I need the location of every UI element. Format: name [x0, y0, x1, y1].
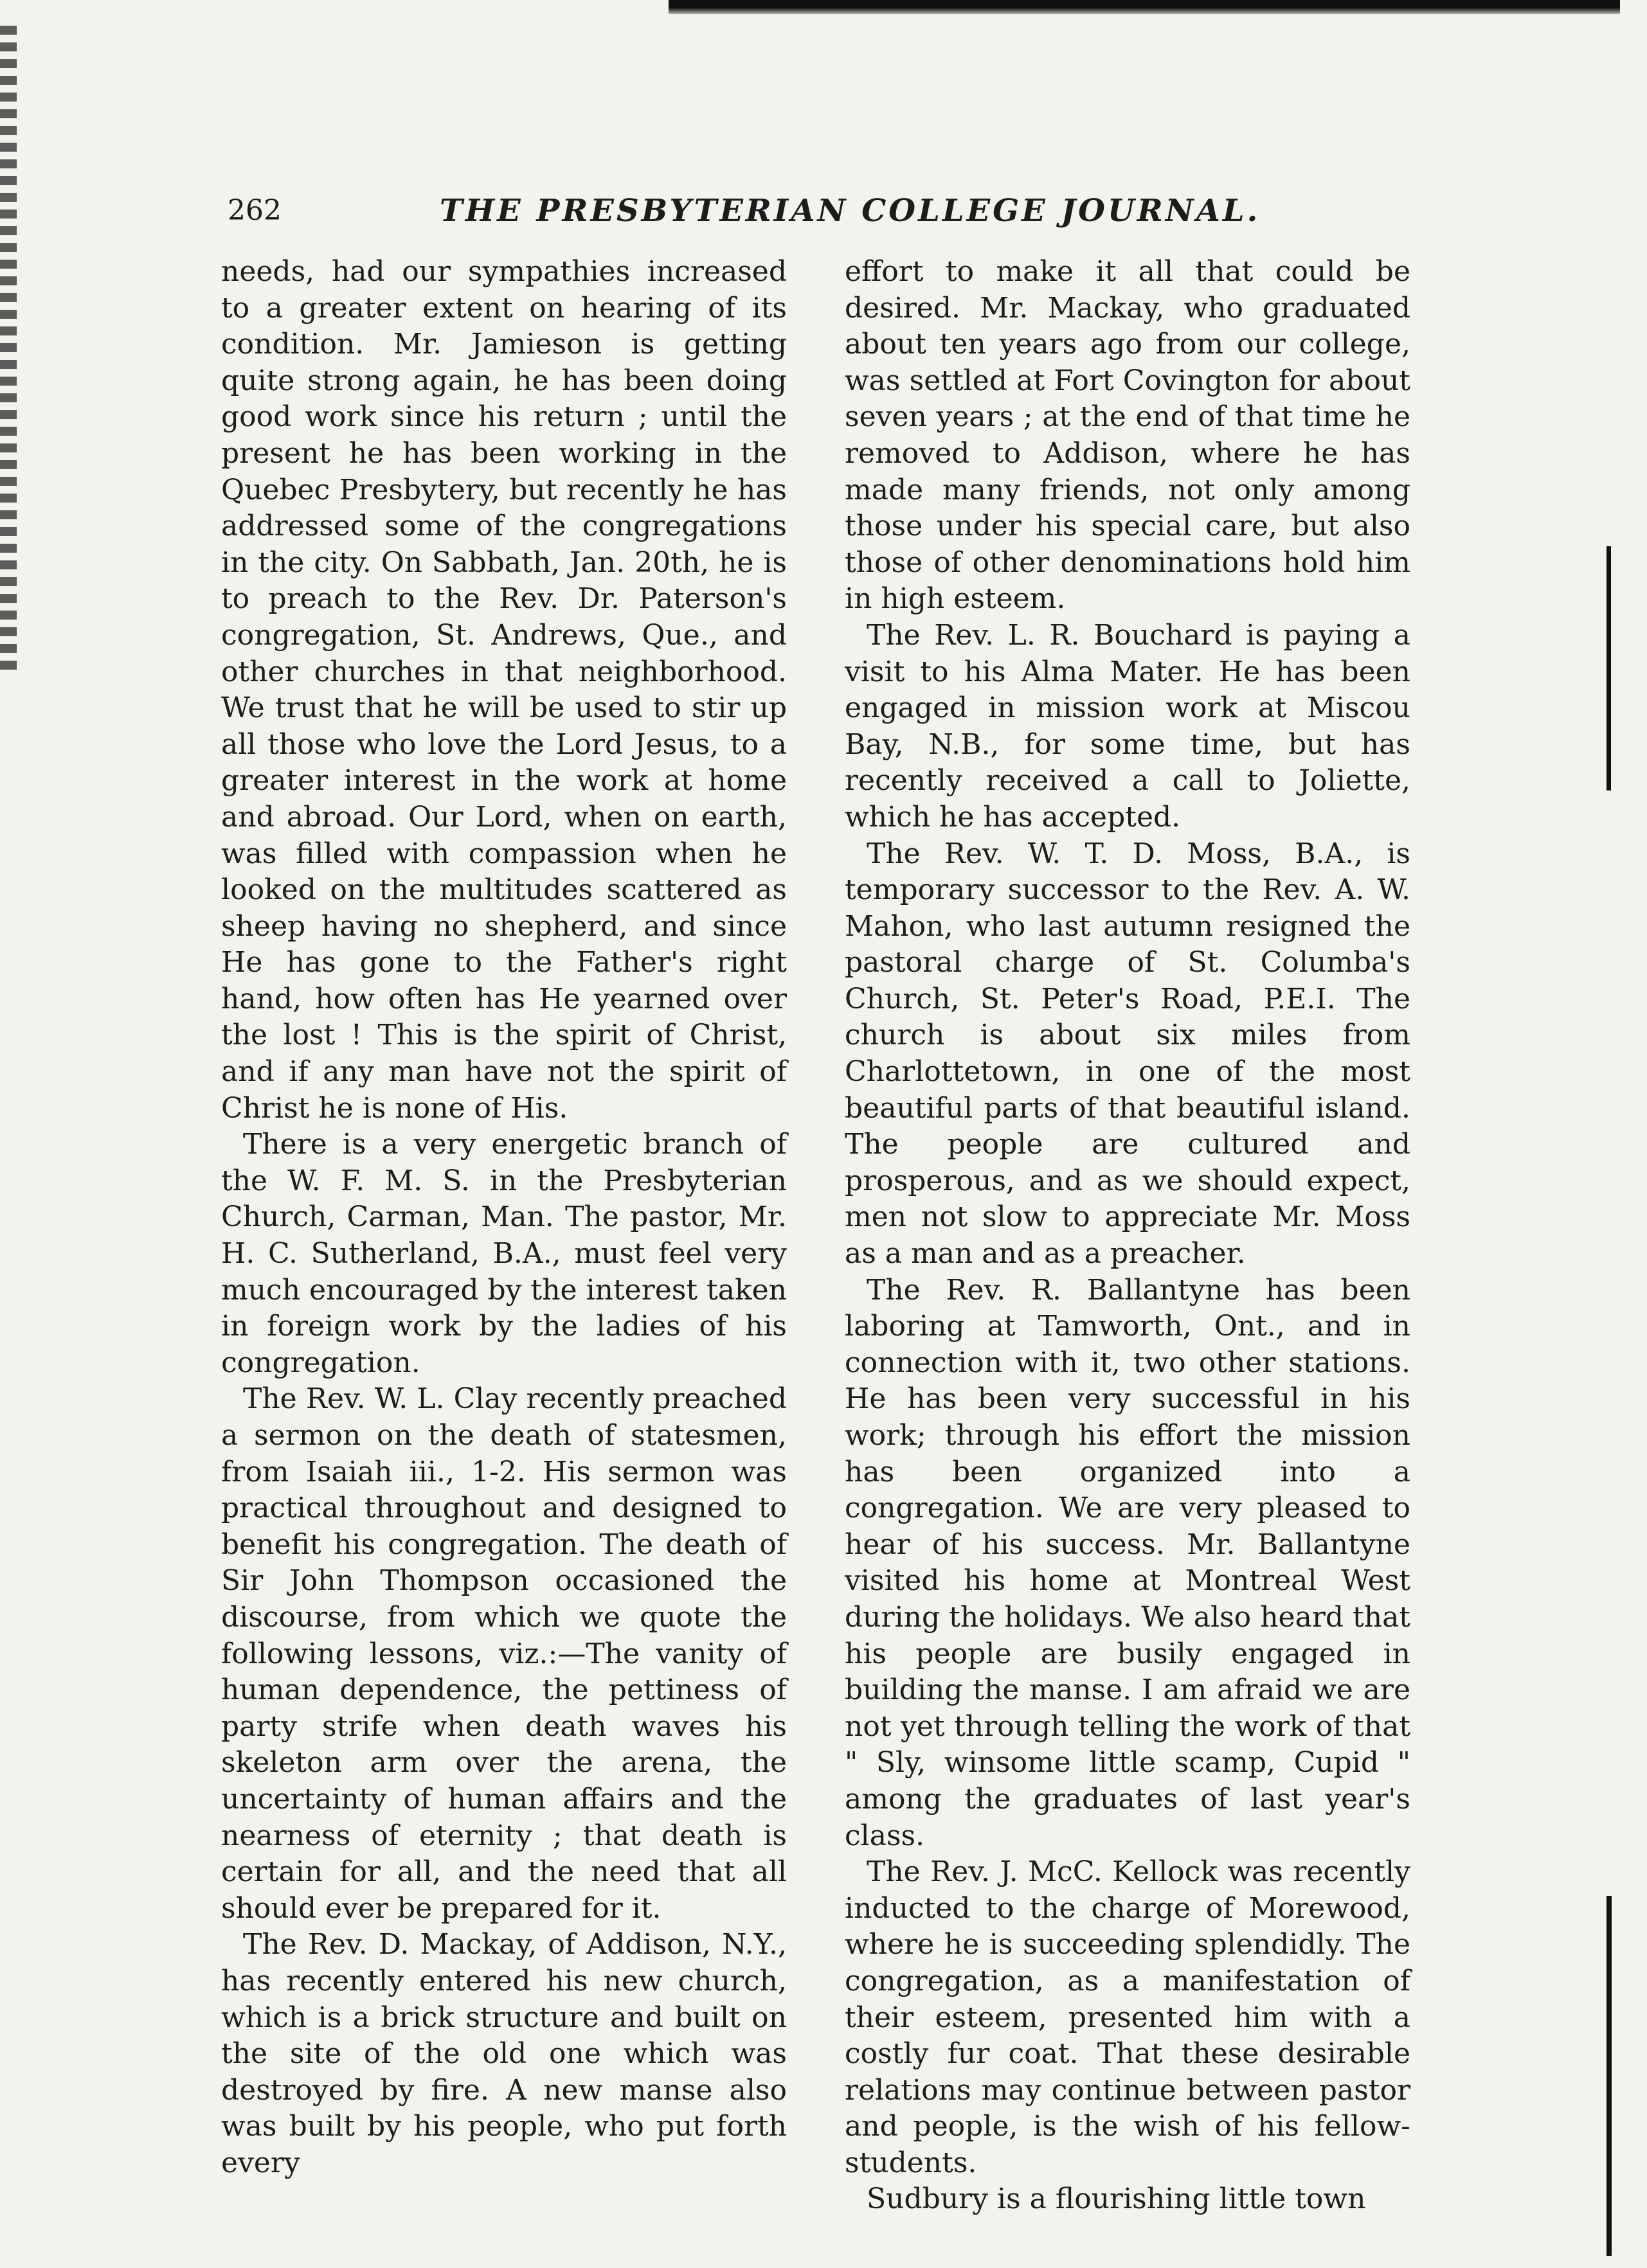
paragraph: The Rev. R. Ballantyne has been laboring at Tamworth, Ont., and in connection with it, two other stations. He has been very successful in his work; through his effort the mission has been organized into a congregation. We are very pleased to hear of his success. Mr. Ballantyne visited his home at Montreal West during the holidays. We also heard that his people are busily engaged in building the manse. I am afraid we are not yet through telling the work of that " Sly, winsome little scamp, Cupid " among the graduates of last year's class. [845, 1273, 1410, 1852]
scan-artifact-right-bar [1607, 546, 1611, 790]
right-column [845, 254, 1410, 2218]
scan-artifact-left-edge [0, 26, 17, 675]
paragraph: The Rev. J. McC. Kellock was recently inducted to the charge of Morewood, where he is succeeding splendidly. The congregation, as a manifestation of their esteem, presented him with a costly fur coat. That these desirable relations may continue between pastor and people, is the wish of his fellow-students. [845, 1855, 1410, 2179]
scan-artifact-right-bar [1607, 1896, 1612, 2256]
paragraph: The Rev. W. T. D. Moss, B.A., is temporary successor to the Rev. A. W. Mahon, who last autumn resigned the pastoral charge of St. Columba's Church, St. Peter's Road, P.E.I. The church is about six miles from Charlottetown, in one of the most beautiful parts of that beautiful island. The people are cultured and prosperous, and as we should expect, men not slow to appreciate Mr. Moss as a man and as a preacher. [845, 837, 1410, 1271]
paragraph: Sudbury is a flourishing little town [867, 2183, 1366, 2216]
paragraph: The Rev. D. Mackay, of Addison, N.Y., has recently entered his new church, which is a brick structure and built on the site of the old one which was destroyed by fire. A new manse also was built by his people, who put forth every [221, 1928, 787, 2179]
paragraph: There is a very energetic branch of the W. F. M. S. in the Presbyterian Church, Carman, Man. The pastor, Mr. H. C. Sutherland, B.A., must feel very much encouraged by the interest taken in foreign work by the ladies of his congregation. [221, 1128, 787, 1379]
paragraph: needs, had our sympathies increased to a greater extent on hearing of its condition. Mr. Jamieson is getting quite strong again, he has been doing good work since his return ; until the present he has been working in the Quebec Presbytery, but recently he has addressed some of the congregations in the city. On Sabbath, Jan. 20th, he is to preach to the Rev. Dr. Paterson's congregation, St. Andrews, Que., and other churches in that neighborhood. We trust that he will be used to stir up all those who love the Lord Jesus, to a greater interest in the work at home and abroad. Our Lord, when on earth, was filled with compassion when he looked on the multitudes scattered as sheep having no shepherd, and since He has gone to the Father's right hand, how often has He yearned over the lost ! This is the spirit of Christ, and if any man have not the spirit of Christ he is none of His. [221, 255, 787, 1125]
page-header [228, 185, 1423, 237]
scan-artifact-top-edge [669, 0, 1620, 14]
page-number: 262 [228, 194, 282, 227]
paragraph: effort to make it all that could be desired. Mr. Mackay, who graduated about ten years ago from our college, was settled at Fort Covington for about seven years ; at the end of that time he removed to Addison, where he has made many friends, not only among those under his special care, but also those of other denominations hold him in high esteem. [845, 255, 1410, 616]
paragraph: The Rev. L. R. Bouchard is paying a visit to his Alma Mater. He has been engaged in mission work at Miscou Bay, N.B., for some time, but has recently received a call to Joliette, which he has accepted. [845, 618, 1410, 834]
left-column [221, 254, 787, 2181]
paragraph: The Rev. W. L. Clay recently preached a sermon on the death of statesmen, from Isaiah iii., 1-2. His sermon was practical throughout and designed to benefit his congregation. The death of Sir John Thompson occasioned the discourse, from which we quote the following lessons, viz.:—The vanity of human dependence, the pettiness of party strife when death waves his skeleton arm over the arena, the uncertainty of human affairs and the nearness of eternity ; that death is certain for all, and the need that all should ever be prepared for it. [221, 1382, 787, 1925]
running-head: THE PRESBYTERIAN COLLEGE JOURNAL. [440, 193, 1261, 229]
